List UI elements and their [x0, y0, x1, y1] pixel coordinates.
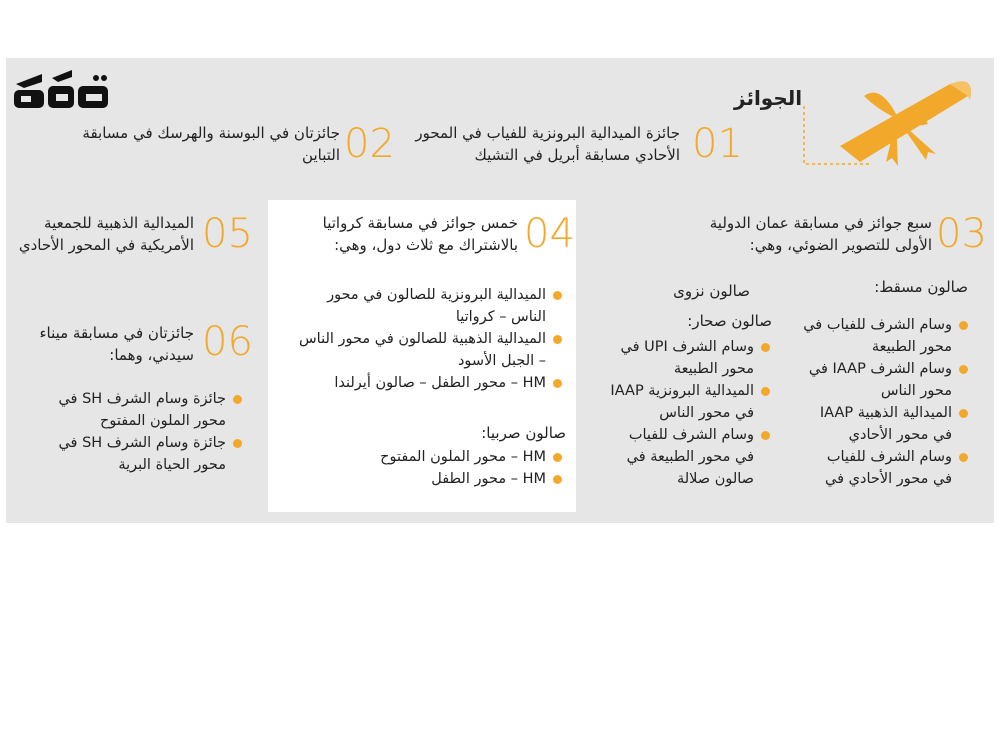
bullet-icon — [959, 321, 968, 330]
salon-muscat-list — [790, 314, 970, 490]
bullet-icon — [553, 335, 562, 344]
item-05-number: 05 — [202, 211, 253, 257]
list-item: وسام الشرف IAAP في محور الناس — [790, 358, 970, 402]
item-04-line2: بالاشتراك مع ثلاث دول، وهي: — [334, 236, 518, 254]
salon-nizwa-heading: صالون نزوى — [673, 282, 750, 300]
bullet-icon — [959, 409, 968, 418]
item-05-line1: الميدالية الذهبية للجمعية — [44, 214, 194, 232]
list-item: الميدالية البرونزية للصالون في محور الناس – كرواتيا — [274, 284, 564, 328]
salon-muscat-heading: صالون مسقط: — [874, 278, 968, 296]
bullet-icon — [553, 475, 562, 484]
list-item: وسام الشرف للفياب في محور الأحادي في — [790, 446, 970, 490]
item-03-line1: سبع جوائز في مسابقة عمان الدولية — [709, 214, 932, 232]
item-04-text — [288, 212, 518, 256]
bullet-icon — [761, 431, 770, 440]
list-item: وسام الشرف للفياب في محور الطبيعة — [790, 314, 970, 358]
item-02-text — [70, 122, 340, 166]
item-06-line2: سيدني، وهما: — [109, 346, 194, 364]
item-02-line2: التباين — [302, 146, 340, 164]
item-06-text — [0, 322, 194, 366]
item-03-number: 03 — [936, 211, 987, 257]
list-item: الميدالية الذهبية IAAP في محور الأحادي — [790, 402, 970, 446]
list-item: جائزة وسام الشرف SH في محور الحياة البرية — [14, 432, 244, 476]
salon-sohar-heading: صالون صحار: — [687, 312, 772, 330]
bullet-icon — [553, 453, 562, 462]
item-01-number: 01 — [692, 121, 743, 167]
item-04-number: 04 — [524, 211, 575, 257]
bullet-icon — [233, 439, 242, 448]
page-title: الجوائز — [734, 86, 803, 110]
bullet-icon — [553, 291, 562, 300]
list-item: HM – محور الطفل — [304, 468, 564, 490]
item-02-number: 02 — [344, 121, 395, 167]
scroll-ribbon-icon — [800, 66, 980, 170]
item-03-line2: الأولى للتصوير الضوئي، وهي: — [749, 236, 932, 254]
item-06-line1: جائزتان في مسابقة ميناء — [39, 324, 194, 342]
list-item: وسام الشرف للفياب في محور الطبيعة في صالون صلالة — [597, 424, 772, 490]
item-05-text — [0, 212, 194, 256]
item-01-text — [360, 122, 680, 166]
list-item: الميدالية البرونزية IAAP في محور الناس — [597, 380, 772, 424]
salon-serbia-heading: صالون صربيا: — [481, 424, 566, 442]
salon-sohar-list — [597, 336, 772, 490]
sydney-list — [14, 388, 244, 476]
item-03-text — [622, 212, 932, 256]
list-item: جائزة وسام الشرف SH في محور الملون المفتوح — [14, 388, 244, 432]
bullet-icon — [959, 365, 968, 374]
list-item: الميدالية الذهبية للصالون في محور الناس – الجبل الأسود — [274, 328, 564, 372]
bullet-icon — [233, 395, 242, 404]
item-06-number: 06 — [202, 319, 253, 365]
list-item: HM – محور الملون المفتوح — [304, 446, 564, 468]
item-01-line2: الأحادي مسابقة أبريل في التشيك — [474, 146, 680, 164]
item-01-line1: جائزة الميدالية البرونزية للفياب في المحور — [415, 124, 680, 142]
item-04-line1: خمس جوائز في مسابقة كرواتيا — [322, 214, 518, 232]
bullet-icon — [959, 453, 968, 462]
list-item: وسام الشرف UPI في محور الطبيعة — [597, 336, 772, 380]
bullet-icon — [553, 379, 562, 388]
serbia-list — [304, 446, 564, 490]
bullet-icon — [761, 387, 770, 396]
bullet-icon — [761, 343, 770, 352]
croatia-list — [274, 284, 564, 394]
list-item: HM – محور الطفل – صالون أيرلندا — [274, 372, 564, 394]
item-02-line1: جائزتان في البوسنة والهرسك في مسابقة — [82, 124, 340, 142]
item-05-line2: الأمريكية في المحور الأحادي — [18, 236, 194, 254]
